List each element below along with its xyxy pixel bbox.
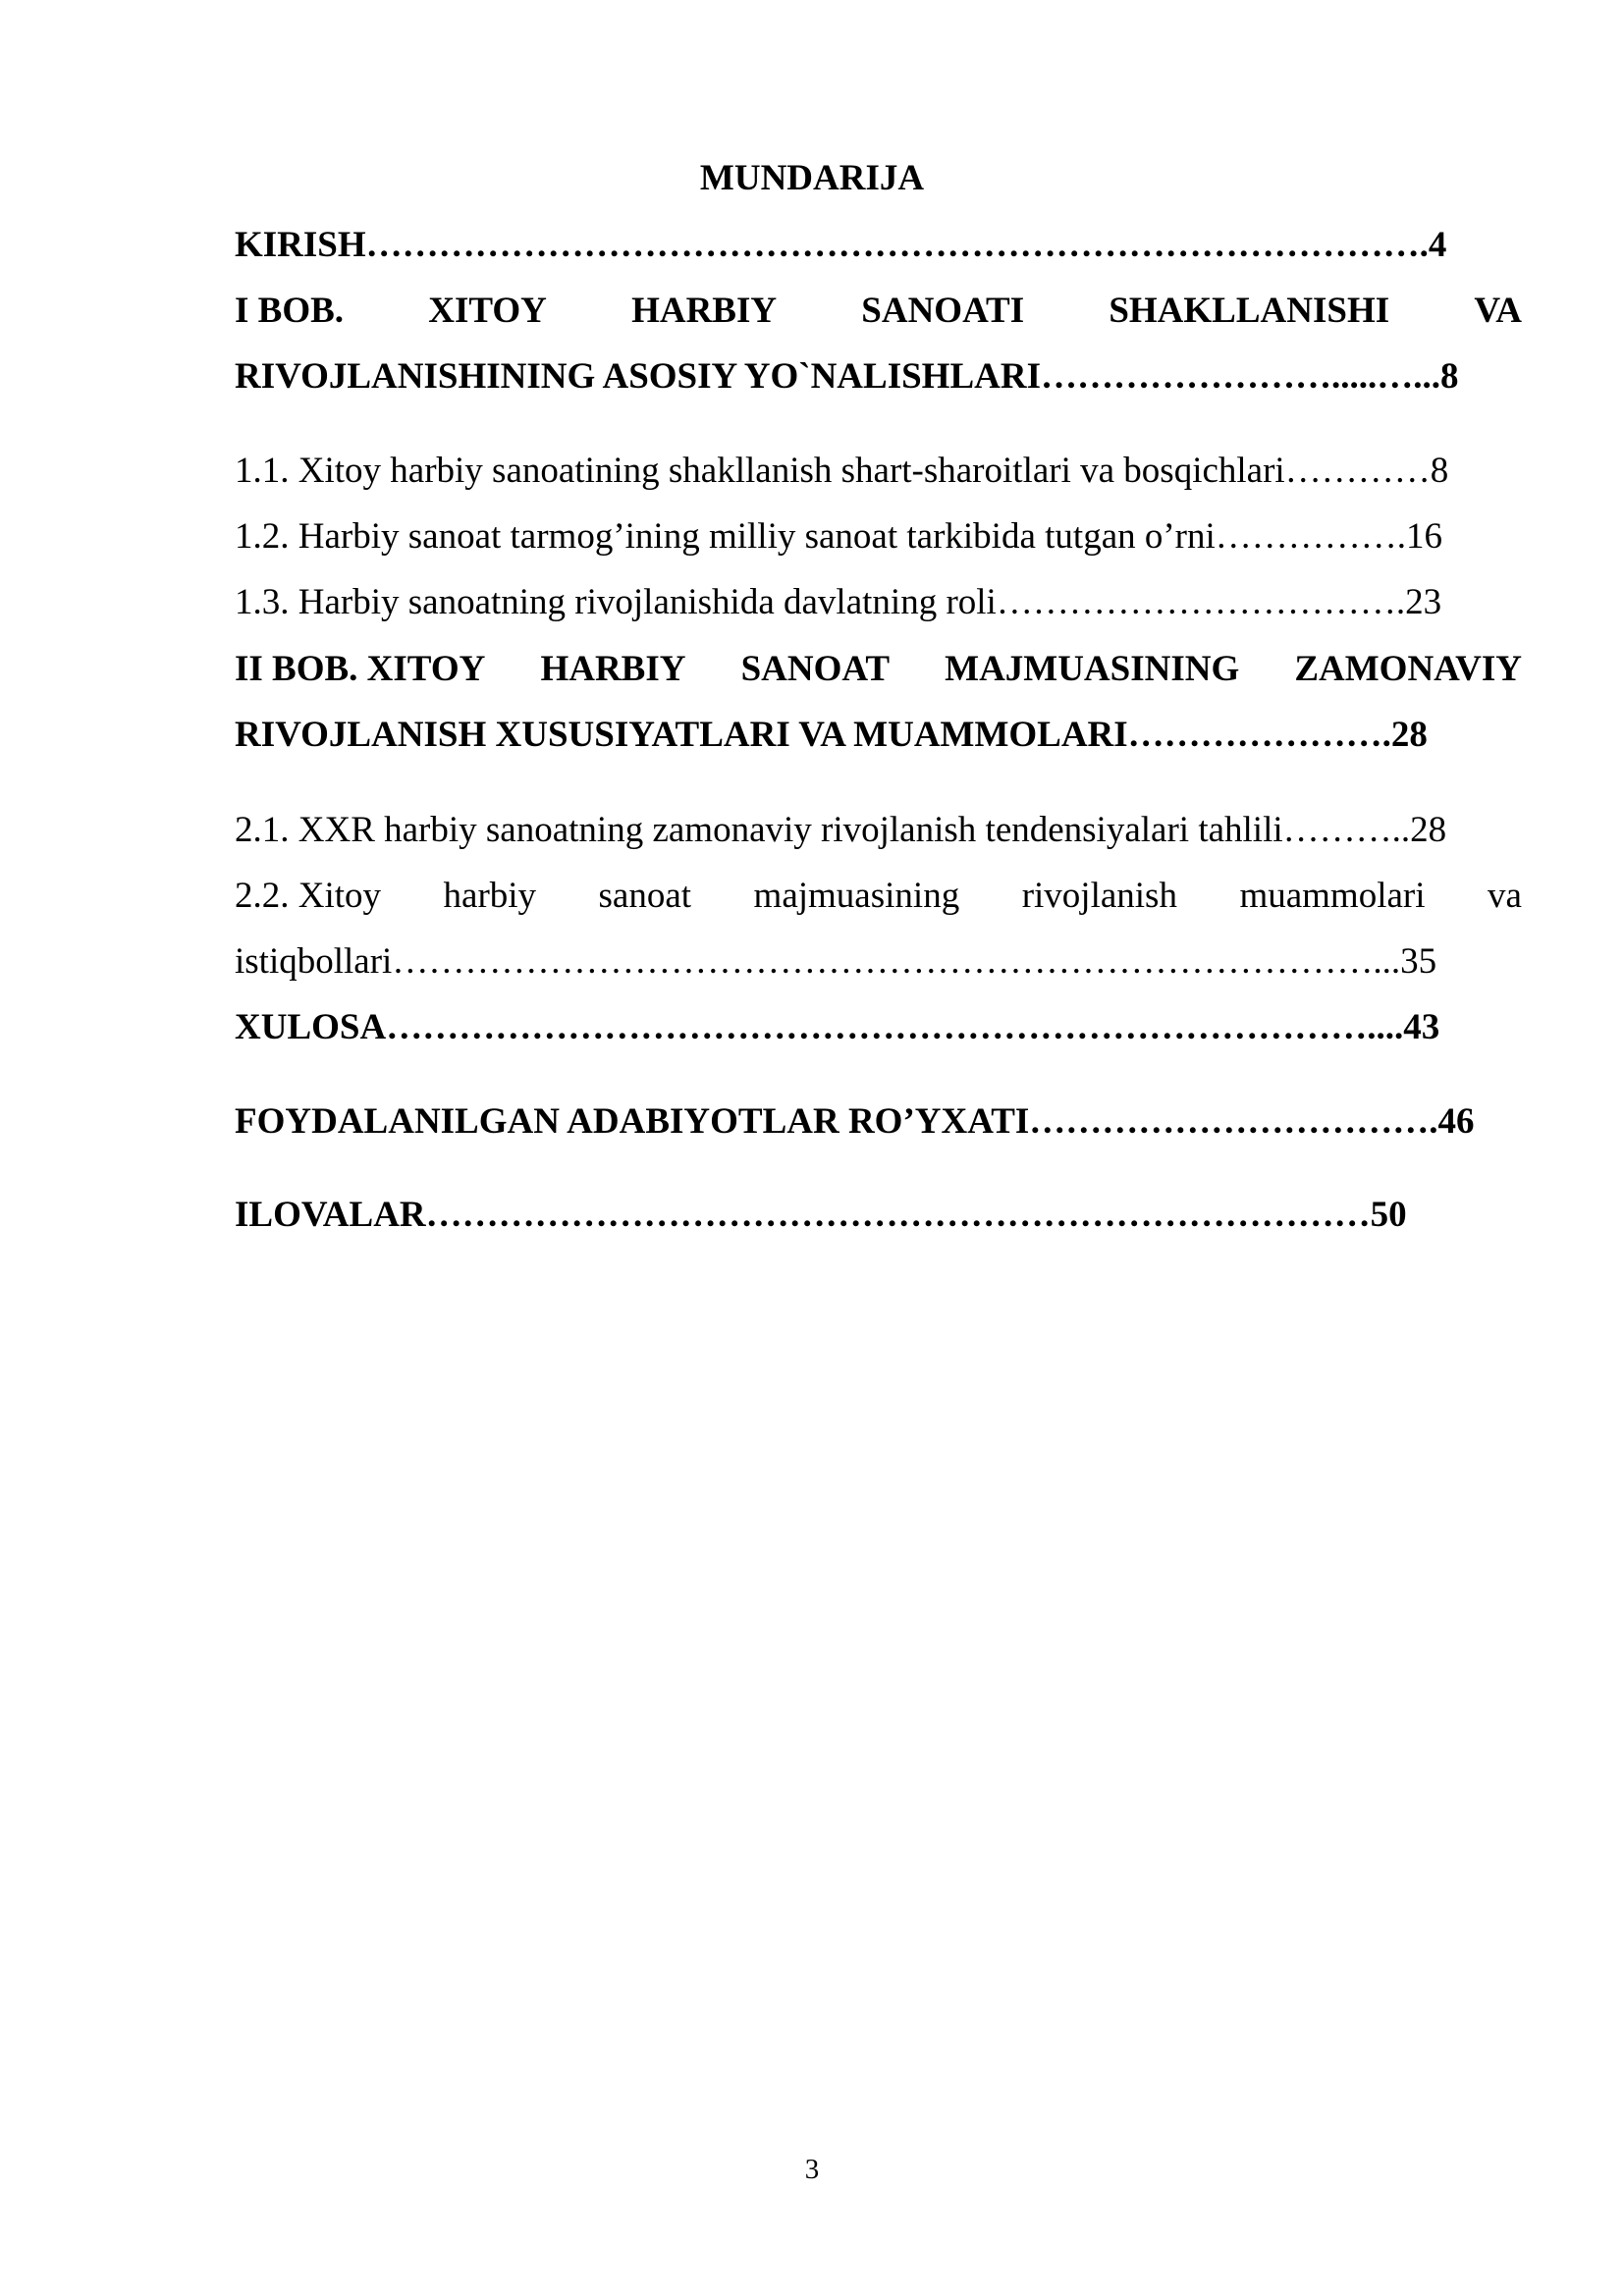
toc-word: va [1488,876,1522,916]
toc-entry-bob1-line1[interactable] [235,288,1522,335]
toc-word: muammolari [1239,876,1426,916]
toc-word: SANOAT [740,649,891,689]
toc-entry-2-1[interactable]: 2.1. XXR harbiy sanoatning zamonaviy rivojlanish tendensiyalari tahlili………..28 [235,810,1447,850]
toc-word: I BOB. [235,291,345,331]
toc-entry-2-2-line2[interactable]: istiqbollari………………………………………………………………………...35 [235,941,1437,982]
toc-entry-1-3[interactable]: 1.3. Harbiy sanoatning rivojlanishida davlatning roli…………………………….23 [235,582,1442,622]
toc-word: HARBIY [631,291,778,331]
toc-word: SANOATI [861,291,1025,331]
toc-word: rivojlanish [1021,876,1177,916]
toc-word: MAJMUASINING [945,649,1240,689]
toc-word: harbiy [443,876,537,916]
toc-word: 2.2. Xitoy [235,876,382,916]
toc-word: VA [1474,291,1522,331]
toc-entry-ilovalar[interactable]: ILOVALAR……………………………………………………………………50 [235,1195,1407,1235]
toc-entry-1-2[interactable]: 1.2. Harbiy sanoat tarmog’ining milliy sanoat tarkibida tutgan o’rni…………….16 [235,516,1443,557]
toc-word: SHAKLLANISHI [1109,291,1390,331]
toc-entry-bob1-line2[interactable]: RIVOJLANISHINING ASOSIY YO`NALISHLARI…………………….....…...8 [235,356,1459,397]
toc-word: majmuasining [753,876,960,916]
toc-entry-kirish[interactable]: KIRISH…………………………………………………………………………….4 [235,225,1447,265]
toc-word: sanoat [598,876,692,916]
toc-word: II BOB. XITOY [235,649,486,689]
toc-entry-bob2-line2[interactable]: RIVOJLANISH XUSUSIYATLARI VA MUAMMOLARI………………….28 [235,715,1428,755]
toc-word: XITOY [428,291,547,331]
page-title: MUNDARIJA [699,158,925,198]
toc-entry-1-1[interactable]: 1.1. Xitoy harbiy sanoatining shakllanish shart-sharoitlari va bosqichlari…………8 [235,451,1449,491]
toc-word: HARBIY [540,649,686,689]
page-number: 3 [804,2154,820,2185]
toc-word: ZAMONAVIY [1294,649,1522,689]
toc-entry-xulosa[interactable]: XULOSA………………………………………………………………………....43 [235,1007,1440,1047]
toc-entry-bob2-line1[interactable] [235,646,1522,693]
toc-entry-adabiyotlar[interactable]: FOYDALANILGAN ADABIYOTLAR RO’YXATI…………………………….46 [235,1101,1475,1142]
toc-entry-2-2-line1[interactable] [235,873,1522,920]
